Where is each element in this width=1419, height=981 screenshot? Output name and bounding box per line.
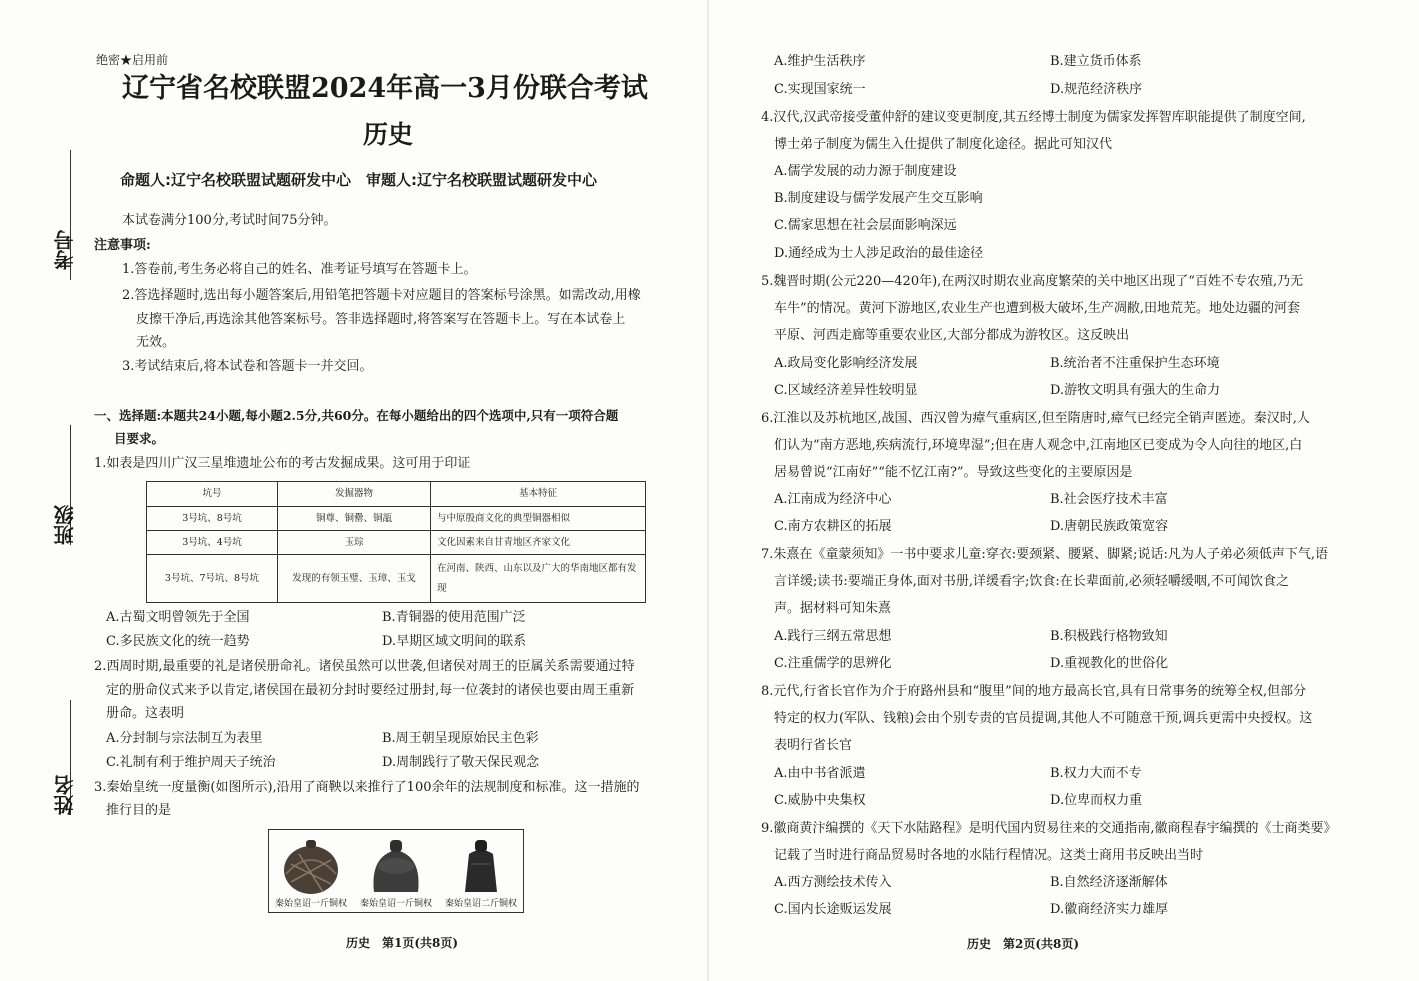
option-d: D.重视教化的世俗化: [1050, 656, 1169, 671]
table-cell: 3号坑、8号坑: [147, 507, 278, 531]
table-cell: 玉琮: [278, 531, 431, 555]
table-cell: 与中原殷商文化的典型铜器相似: [431, 507, 646, 531]
question-2-stem: 定的册命仪式来予以肯定,诸侯国在最初分封时要经过册封,每一位袭封的诸侯也要由周王重新: [106, 683, 635, 698]
option-d: D.规范经济秩序: [1050, 82, 1143, 97]
notice-line: 无效。: [136, 335, 176, 350]
page-footer: 历史 第1页(共8页): [346, 936, 459, 950]
question-8-stem: 8.元代,行省长官作为介于府路州县和“腹里”间的地方最高长官,具有日常事务的统筹全权,但部分: [761, 684, 1307, 699]
question-6-stem: 6.江淮以及苏杭地区,战国、西汉曾为瘴气重病区,但至隋唐时,瘴气已经完全销声匿迹。秦汉时,人: [761, 411, 1310, 426]
figure-caption: 秦始皇诏一斤铜权: [274, 899, 347, 909]
question-6-stem: 们认为“南方恶地,疾病流行,环境卑湿”;但在唐人观念中,江南地区已变成为令人向往的地区,白: [774, 438, 1303, 453]
option-c: C.儒家思想在社会层面影响深远: [774, 218, 957, 233]
option-b: B.权力大而不专: [1050, 766, 1142, 781]
table-cell: 3号坑、4号坑: [147, 531, 278, 555]
option-d: D.周制践行了敬天保民观念: [382, 755, 540, 770]
question-8-stem: 特定的权力(军队、钱粮)会由个别专责的官员提调,其他人不可随意干预,调兵更需中央授权。这: [774, 711, 1313, 726]
page-divider: [707, 0, 709, 981]
option-b: B.青铜器的使用范围广泛: [382, 610, 526, 625]
option-d: D.唐朝民族政策宽容: [1050, 519, 1169, 534]
question-2-stem: 2.西周时期,最重要的礼是诸侯册命礼。诸侯虽然可以世袭,但诸侯对周王的臣属关系需要通过特: [94, 659, 635, 674]
question-4-stem: 博士弟子制度为儒生入仕提供了制度化途径。据此可知汉代: [774, 137, 1113, 152]
section-heading: 一、选择题:本题共24小题,每小题2.5分,共60分。在每小题给出的四个选项中,只有一项符合题: [94, 408, 619, 423]
question-9-stem: 9.徽商黄汴编撰的《天下水陆路程》是明代国内贸易往来的交通指南,徽商程春宇编撰的《士商类要》: [761, 821, 1337, 836]
table-row: [147, 507, 646, 531]
table-cell: 发现的有领玉璧、玉璋、玉戈: [278, 555, 431, 603]
bronze-weights-figure: [268, 829, 524, 913]
authors-line: 命题人:辽宁名校联盟试题研发中心 审题人:辽宁名校联盟试题研发中心: [120, 171, 598, 189]
question-5-stem: 平原、河西走廊等重要农业区,大部分都成为游牧区。这反映出: [774, 328, 1130, 343]
option-d: D.游牧文明具有强大的生命力: [1050, 383, 1221, 398]
option-b: B.积极践行格物致知: [1050, 629, 1168, 644]
option-a: A.政局变化影响经济发展: [774, 356, 918, 371]
question-3-stem: 推行目的是: [106, 803, 172, 818]
class-label: 班级: [53, 505, 77, 545]
option-a: A.由中书省派遣: [774, 766, 866, 781]
option-c: C.实现国家统一: [774, 82, 866, 97]
option-a: A.践行三纲五常思想: [774, 629, 892, 644]
option-a: A.分封制与宗法制互为表里: [106, 731, 263, 746]
question-8-stem: 表明行省长官: [774, 738, 853, 753]
question-4-stem: 4.汉代,汉武帝接受董仲舒的建议变更制度,其五经博士制度为儒家发挥智库职能提供了制度空间,: [761, 110, 1306, 125]
bronze-weight-image: [269, 830, 353, 912]
archaeology-table: [146, 481, 646, 603]
question-6-stem: 居易曾说“江南好”“能不忆江南?”。导致这些变化的主要原因是: [774, 465, 1133, 480]
option-d: D.早期区域文明间的联系: [382, 634, 527, 649]
option-b: B.统治者不注重保护生态环境: [1050, 356, 1220, 371]
table-cell: 铜尊、铜罍、铜瓿: [278, 507, 431, 531]
option-c: C.南方农耕区的拓展: [774, 519, 892, 534]
table-header: 基本特征: [431, 482, 646, 507]
table-header: 坑号: [147, 482, 278, 507]
option-a: A.维护生活秩序: [774, 54, 866, 69]
name-label: 姓名: [53, 775, 77, 815]
table-cell: 3号坑、7号坑、8号坑: [147, 555, 278, 603]
option-d: D.位卑而权力重: [1050, 793, 1143, 808]
question-9-stem: 记载了当时进行商品贸易时各地的水陆行程情况。这类士商用书反映出当时: [774, 848, 1204, 863]
option-d: D.通经成为士人涉足政治的最佳途径: [774, 246, 984, 261]
bronze-weight-image: [439, 830, 523, 912]
question-3-stem: 3.秦始皇统一度量衡(如图所示),沿用了商鞅以来推行了100余年的法规制度和标准。这一措施的: [94, 780, 640, 795]
table-cell: 在河南、陕西、山东以及广大的华南地区都有发现: [431, 555, 646, 603]
exam-page-1: [0, 0, 708, 981]
figure-caption: 秦始皇诏一斤铜权: [359, 899, 432, 909]
question-5-stem: 车牛”的情况。黄河下游地区,农业生产也遭到极大破坏,生产凋敝,田地荒芜。地处边疆的河套: [774, 301, 1301, 316]
option-a: A.儒学发展的动力源于制度建设: [774, 164, 957, 179]
figure-caption: 秦始皇诏二斤铜权: [444, 899, 517, 909]
score-note: 本试卷满分100分,考试时间75分钟。: [122, 213, 337, 228]
notice-line: 2.答选择题时,选出每小题答案后,用铅笔把答题卡对应题目的答案标号涂黑。如需改动,用橡: [122, 288, 641, 303]
option-b: B.社会医疗技术丰富: [1050, 492, 1168, 507]
option-c: C.礼制有利于维护周天子统治: [106, 755, 276, 770]
question-5-stem: 5.魏晋时期(公元220—420年),在两汉时期农业高度繁荣的关中地区出现了“百姓不专农殖,乃无: [761, 274, 1304, 289]
secret-mark: 绝密★启用前: [96, 53, 169, 67]
option-b: B.制度建设与儒学发展产生交互影响: [774, 191, 983, 206]
table-header-row: [147, 482, 646, 507]
option-c: C.国内长途贩运发展: [774, 902, 892, 917]
option-c: C.多民族文化的统一趋势: [106, 634, 250, 649]
exam-page-2: [710, 0, 1419, 981]
option-b: B.建立货币体系: [1050, 54, 1142, 69]
table-header: 发掘器物: [278, 482, 431, 507]
notice-line: 3.考试结束后,将本试卷和答题卡一并交回。: [122, 359, 373, 374]
subject-title: 历史: [363, 120, 414, 149]
page-footer: 历史 第2页(共8页): [967, 937, 1080, 951]
notice-line: 皮擦干净后,再选涂其他答案标号。答非选择题时,将答案写在答题卡上。写在本试卷上: [136, 312, 626, 327]
table-row: [147, 555, 646, 603]
notice-title: 注意事项:: [94, 238, 151, 253]
exam-number-label: 考号: [53, 230, 77, 270]
question-7-stem: 7.朱熹在《童蒙须知》一书中要求儿童:穿衣:要颈紧、腰紧、脚紧;说话:凡为人子弟必须低声下气,语: [761, 547, 1329, 562]
notice-line: 1.答卷前,考生务必将自己的姓名、准考证号填写在答题卡上。: [122, 262, 477, 277]
question-7-stem: 声。据材料可知朱熹: [774, 601, 892, 616]
table-cell: 文化因素来自甘青地区齐家文化: [431, 531, 646, 555]
option-b: B.自然经济逐渐解体: [1050, 875, 1168, 890]
bronze-weight-image: [354, 830, 438, 912]
question-1-stem: 1.如表是四川广汉三星堆遗址公布的考古发掘成果。这可用于印证: [94, 456, 471, 471]
question-2-stem: 册命。这表明: [106, 706, 185, 721]
exam-title: 辽宁省名校联盟2024年高一3月份联合考试: [122, 73, 648, 104]
option-c: C.注重儒学的思辨化: [774, 656, 892, 671]
table-row: [147, 531, 646, 555]
option-a: A.西方测绘技术传入: [774, 875, 892, 890]
option-c: C.区域经济差异性较明显: [774, 383, 918, 398]
option-c: C.威胁中央集权: [774, 793, 866, 808]
question-7-stem: 言详缓;读书:要端正身体,面对书册,详缓看字;饮食:在长辈面前,必须轻嚼缓咽,不可闻饮食之: [774, 574, 1290, 589]
option-b: B.周王朝呈现原始民主色彩: [382, 731, 539, 746]
section-heading: 目要求。: [114, 431, 165, 446]
option-a: A.古蜀文明曾领先于全国: [106, 610, 250, 625]
option-d: D.徽商经济实力雄厚: [1050, 902, 1169, 917]
option-a: A.江南成为经济中心: [774, 492, 892, 507]
